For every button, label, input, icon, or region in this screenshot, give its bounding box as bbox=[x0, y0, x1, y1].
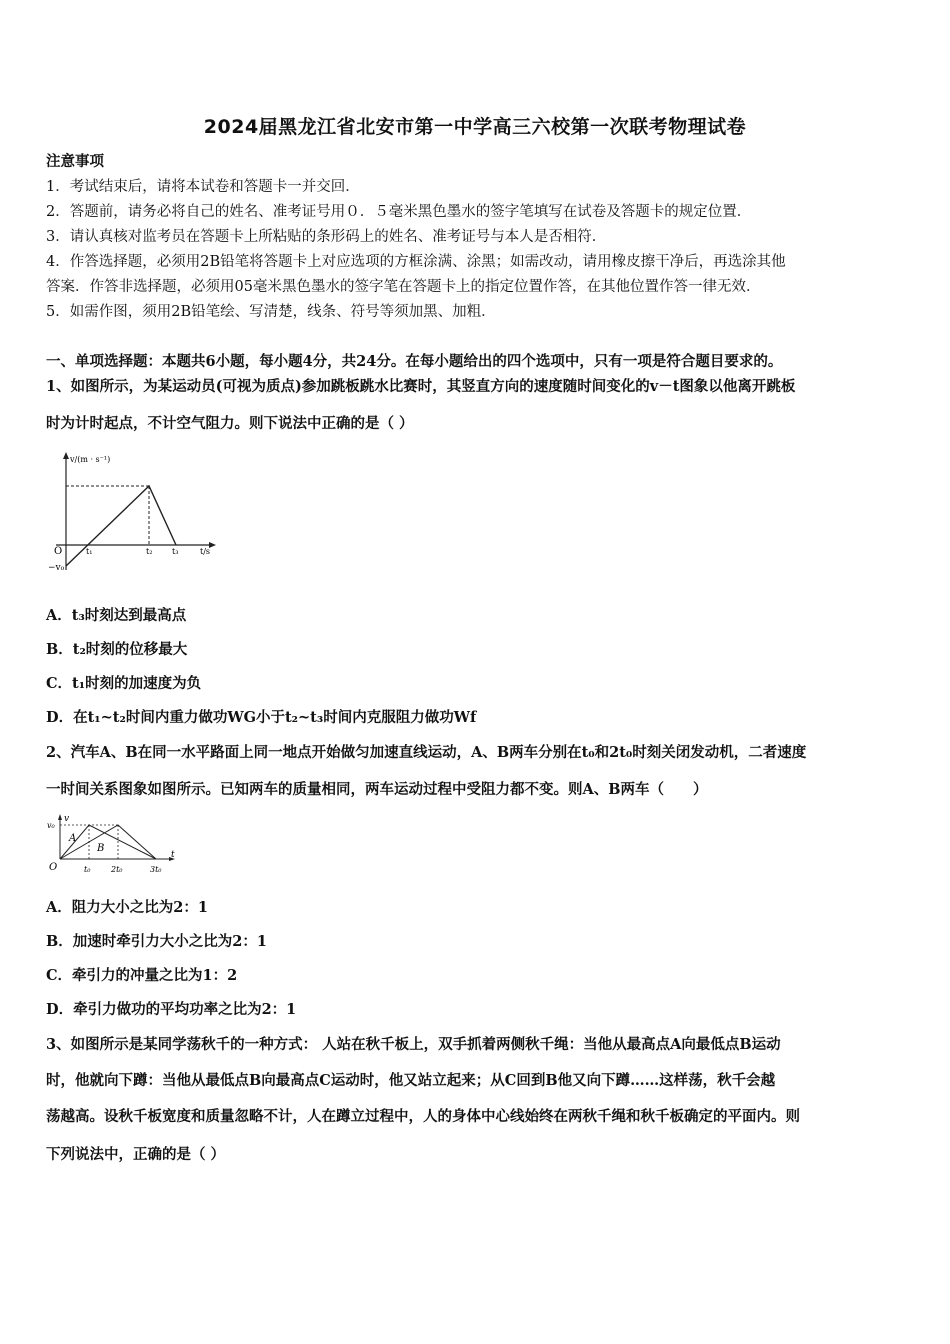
t1-label: t₁ bbox=[86, 547, 93, 556]
question-1-option-a: A．t₃时刻达到最高点 bbox=[46, 607, 187, 624]
page-title: 2024届黑龙江省北安市第一中学高三六校第一次联考物理试卷 bbox=[203, 116, 747, 138]
notice-heading: 注意事项 bbox=[46, 153, 104, 170]
notice-line: 3．请认真核对监考员在答题卡上所粘贴的条形码上的姓名、准考证号与本人是否相符． bbox=[46, 229, 607, 245]
question-3-text: 下列说法中，正确的是（ ） bbox=[46, 1146, 226, 1163]
v0-label: v₀ bbox=[47, 821, 55, 830]
question-1-text: 1、如图所示，为某运动员(可视为质点)参加跳板跳水比赛时，其竖直方向的速度随时间变化的v－t图象以他离开跳板 bbox=[46, 378, 796, 395]
3t0-label: 3t₀ bbox=[150, 865, 162, 874]
y-axis-arrow bbox=[63, 452, 69, 459]
origin-label: O bbox=[54, 546, 63, 557]
velocity-line bbox=[66, 486, 179, 566]
origin-label: O bbox=[49, 862, 58, 873]
question-1-option-d: D．在t₁~t₂时间内重力做功WG小于t₂~t₃时间内克服阻力做功Wf bbox=[46, 709, 477, 726]
notice-line: 4．作答选择题，必须用2B铅笔将答题卡上对应选项的方框涂满、涂黑；如需改动，请用橡皮擦干净后，再选涂其他 bbox=[46, 254, 786, 270]
question-1-text: 时为计时起点，不计空气阻力。则下说法中正确的是（ ） bbox=[46, 415, 414, 432]
notice-line: 2．答题前，请务必将自己的姓名、准考证号用０．５毫米黑色墨水的签字笔填写在试卷及答题卡的规定位置． bbox=[46, 204, 752, 220]
question-3-text: 3、如图所示是某同学荡秋千的一种方式： 人站在秋千板上，双手抓着两侧秋千绳：当他从最高点A向最低点B运动 bbox=[46, 1036, 781, 1053]
question-2-option-c: C．牵引力的冲量之比为1：2 bbox=[46, 967, 238, 984]
2t0-label: 2t₀ bbox=[111, 865, 123, 874]
neg-v0-label: −v₀ bbox=[48, 563, 65, 573]
car-b-label: B bbox=[97, 843, 105, 854]
question-2-text: 一时间关系图象如图所示。已知两车的质量相同，两车运动过程中受阻力都不变。则A、B两车（ ） bbox=[46, 781, 708, 798]
notice-line: 5．如需作图，须用2B铅笔绘、写清楚，线条、符号等须加黑、加粗． bbox=[46, 304, 496, 320]
question-2-option-d: D．牵引力做功的平均功率之比为2：1 bbox=[46, 1001, 297, 1018]
t0-label: t₀ bbox=[84, 865, 91, 874]
x-axis-label: t/s bbox=[200, 547, 211, 556]
question-1-option-c: C．t₁时刻的加速度为负 bbox=[46, 675, 202, 692]
question-1-option-b: B．t₂时刻的位移最大 bbox=[46, 641, 188, 658]
t-axis-label: t bbox=[171, 850, 175, 860]
question-3-text: 时，他就向下蹲：当他从最低点B向最高点C运动时，他又站立起来；从C回到B他又向下蹲……这样荡，秋千会越 bbox=[46, 1072, 776, 1089]
notice-line: 答案．作答非选择题，必须用05毫米黑色墨水的签字笔在答题卡上的指定位置作答，在其他位置作答一律无效． bbox=[46, 279, 761, 295]
car-a-label: A bbox=[69, 833, 77, 844]
question-3-text: 荡越高。设秋千板宽度和质量忽略不计，人在蹲立过程中，人的身体中心线始终在两秋千绳和秋千板确定的平面内。则 bbox=[46, 1108, 800, 1125]
v-axis-label: v bbox=[64, 814, 70, 824]
t2-label: t₂ bbox=[146, 547, 153, 556]
y-axis-label: v/(m · s⁻¹) bbox=[70, 455, 111, 464]
x-axis-arrow bbox=[209, 542, 216, 548]
question-2-option-a: A．阻力大小之比为2：1 bbox=[46, 899, 208, 916]
question-2-option-b: B．加速时牵引力大小之比为2：1 bbox=[46, 933, 267, 950]
question-2-text: 2、汽车A、B在同一水平路面上同一地点开始做匀加速直线运动，A、B两车分别在t₀和2t₀时刻关闭发动机，二者速度 bbox=[46, 744, 807, 761]
t3-label: t₃ bbox=[172, 547, 179, 556]
y-axis-arrow bbox=[58, 814, 62, 820]
question-2-vt-graph bbox=[46, 812, 181, 877]
question-1-vt-graph bbox=[46, 448, 221, 578]
notice-line: 1．考试结束后，请将本试卷和答题卡一并交回． bbox=[46, 179, 360, 195]
section-heading: 一、单项选择题：本题共6小题，每小题4分，共24分。在每小题给出的四个选项中，只有一项是符合题目要求的。 bbox=[46, 353, 783, 370]
